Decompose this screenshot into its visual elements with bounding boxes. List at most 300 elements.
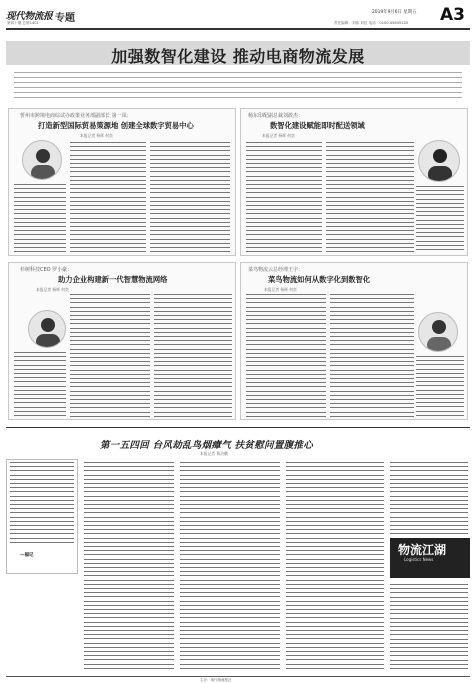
text-line	[14, 352, 66, 354]
text-line	[180, 617, 280, 619]
text-line	[84, 462, 174, 464]
text-line	[154, 323, 232, 325]
text-line	[246, 251, 322, 253]
text-line	[14, 251, 66, 253]
text-line	[10, 538, 74, 540]
section-tag: 专题	[55, 13, 75, 24]
text-line	[84, 525, 174, 527]
text-line	[150, 226, 230, 228]
text-line	[330, 403, 414, 405]
text-line	[330, 361, 414, 363]
text-line	[14, 209, 66, 211]
text-line	[246, 239, 322, 241]
text-line	[10, 483, 74, 485]
text-line	[180, 487, 280, 489]
text-line	[84, 487, 174, 489]
text-line	[10, 487, 74, 489]
text-line	[246, 391, 326, 393]
text-line	[150, 142, 230, 144]
text-line	[154, 403, 232, 405]
text-line	[286, 517, 384, 519]
text-line	[390, 588, 468, 590]
text-line	[416, 211, 464, 213]
text-line	[246, 311, 326, 313]
text-line	[180, 504, 280, 506]
text-line	[180, 575, 280, 577]
text-line	[154, 399, 232, 401]
text-line	[10, 529, 74, 531]
text-line	[10, 533, 74, 535]
text-line	[390, 491, 468, 493]
text-line	[150, 230, 230, 232]
text-line	[330, 416, 414, 418]
text-line	[70, 328, 150, 330]
text-line	[286, 508, 384, 510]
text-line	[180, 546, 280, 548]
text-line	[84, 634, 174, 636]
text-line	[390, 496, 468, 498]
text-line	[180, 584, 280, 586]
text-line	[326, 159, 414, 161]
text-line	[84, 479, 174, 481]
text-line	[84, 571, 174, 573]
text-line	[390, 584, 468, 586]
text-line	[246, 247, 322, 249]
text-line	[390, 533, 468, 535]
text-line	[330, 307, 414, 309]
person-icon	[419, 141, 460, 182]
text-line	[150, 197, 230, 199]
text-line	[416, 360, 464, 362]
text-line	[416, 249, 464, 251]
text-line	[84, 592, 174, 594]
text-line	[416, 194, 464, 196]
text-line	[180, 525, 280, 527]
portrait-photo	[28, 310, 66, 348]
text-line	[154, 332, 232, 334]
text-line	[416, 224, 464, 226]
text-line	[84, 512, 174, 514]
text-line	[70, 176, 146, 178]
text-line	[330, 311, 414, 313]
text-line	[330, 319, 414, 321]
text-line	[286, 647, 384, 649]
text-line	[70, 234, 146, 236]
text-line	[180, 521, 280, 523]
text-line	[330, 395, 414, 397]
text-line	[154, 336, 232, 338]
text-line	[390, 529, 468, 531]
text-line	[390, 622, 468, 624]
text-line	[84, 617, 174, 619]
text-line	[416, 402, 464, 404]
text-line	[84, 475, 174, 477]
text-line	[14, 197, 66, 199]
text-line	[246, 328, 326, 330]
text-line	[84, 613, 174, 615]
text-line	[246, 226, 322, 228]
text-line	[286, 584, 384, 586]
text-line	[10, 470, 74, 472]
text-line	[10, 479, 74, 481]
text-line	[84, 470, 174, 472]
text-line	[14, 365, 66, 367]
text-line	[390, 470, 468, 472]
text-line	[180, 571, 280, 573]
text-line	[246, 319, 326, 321]
text-line	[180, 668, 280, 670]
text-line	[286, 626, 384, 628]
text-line	[416, 394, 464, 396]
text-line	[246, 302, 326, 304]
text-line	[326, 171, 414, 173]
text-line	[14, 377, 66, 379]
person-icon	[419, 313, 458, 352]
text-line	[246, 374, 326, 376]
text-line	[70, 167, 146, 169]
text-line	[286, 601, 384, 603]
text-line	[84, 550, 174, 552]
text-line	[246, 197, 322, 199]
text-line	[150, 159, 230, 161]
text-line	[286, 609, 384, 611]
text-line	[286, 651, 384, 653]
text-line	[14, 398, 66, 400]
text-line	[14, 230, 66, 232]
text-line	[84, 655, 174, 657]
text-line	[180, 462, 280, 464]
text-line	[154, 416, 232, 418]
text-line	[180, 592, 280, 594]
text-line	[390, 643, 468, 645]
text-line	[330, 353, 414, 355]
text-line	[84, 588, 174, 590]
text-line	[330, 349, 414, 351]
text-line	[390, 462, 468, 464]
text-line	[246, 176, 322, 178]
text-line	[390, 605, 468, 607]
text-line	[416, 377, 464, 379]
text-line	[84, 601, 174, 603]
text-line	[286, 588, 384, 590]
text-line	[330, 357, 414, 359]
text-line	[390, 483, 468, 485]
text-line	[326, 192, 414, 194]
text-line	[246, 146, 322, 148]
text-line	[326, 234, 414, 236]
text-line	[70, 336, 150, 338]
text-line	[246, 370, 326, 372]
text-line	[246, 357, 326, 359]
text-line	[70, 323, 150, 325]
text-line	[390, 521, 468, 523]
text-line	[70, 180, 146, 182]
text-line	[10, 542, 74, 544]
text-line	[246, 150, 322, 152]
text-line	[246, 412, 326, 414]
text-line	[14, 360, 66, 362]
text-line	[180, 542, 280, 544]
text-line	[416, 356, 464, 358]
text-line	[326, 218, 414, 220]
text-line	[330, 370, 414, 372]
text-line	[390, 660, 468, 662]
text-line	[246, 205, 322, 207]
text-line	[70, 353, 150, 355]
text-line	[14, 72, 462, 74]
text-line	[84, 647, 174, 649]
text-line	[84, 538, 174, 540]
text-line	[14, 247, 66, 249]
text-line	[180, 554, 280, 556]
text-line	[390, 500, 468, 502]
text-line	[150, 171, 230, 173]
text-line	[180, 638, 280, 640]
text-line	[84, 508, 174, 510]
text-line	[10, 517, 74, 519]
text-line	[246, 298, 326, 300]
text-line	[180, 508, 280, 510]
text-line	[330, 323, 414, 325]
text-line	[180, 533, 280, 535]
text-line	[330, 378, 414, 380]
serial-byline: 本报记者 曹治鹏	[200, 451, 228, 456]
text-line	[416, 199, 464, 201]
text-line	[416, 390, 464, 392]
text-line	[14, 373, 66, 375]
text-line	[84, 483, 174, 485]
text-line	[70, 298, 150, 300]
text-line	[286, 571, 384, 573]
text-line	[286, 638, 384, 640]
article-title: 打造新型国际贸易策源地 创建全球数字贸易中心	[38, 121, 194, 130]
text-line	[84, 630, 174, 632]
text-line	[70, 205, 146, 207]
text-line	[390, 609, 468, 611]
text-line	[286, 659, 384, 661]
text-line	[154, 374, 232, 376]
text-line	[70, 222, 146, 224]
text-line	[246, 365, 326, 367]
text-line	[154, 407, 232, 409]
text-line	[154, 315, 232, 317]
text-line	[150, 163, 230, 165]
text-line	[326, 226, 414, 228]
text-line	[180, 475, 280, 477]
text-line	[180, 626, 280, 628]
text-line	[180, 659, 280, 661]
text-line	[180, 538, 280, 540]
text-line	[84, 580, 174, 582]
text-line	[14, 201, 66, 203]
text-line	[14, 411, 66, 413]
text-line	[286, 643, 384, 645]
text-line	[70, 378, 150, 380]
text-line	[326, 167, 414, 169]
text-line	[84, 668, 174, 670]
text-line	[70, 370, 150, 372]
text-line	[154, 349, 232, 351]
text-line	[150, 209, 230, 211]
text-line	[286, 521, 384, 523]
text-line	[416, 245, 464, 247]
text-line	[150, 251, 230, 253]
text-line	[286, 622, 384, 624]
section-divider	[6, 427, 470, 428]
text-line	[246, 349, 326, 351]
text-line	[150, 180, 230, 182]
text-line	[14, 381, 66, 383]
text-line	[246, 230, 322, 232]
text-line	[14, 222, 66, 224]
text-line	[84, 567, 174, 569]
text-line	[70, 349, 150, 351]
text-line	[150, 222, 230, 224]
text-line	[70, 340, 150, 342]
text-line	[330, 386, 414, 388]
text-line	[84, 622, 174, 624]
text-line	[84, 504, 174, 506]
text-line	[246, 344, 326, 346]
text-line	[180, 496, 280, 498]
text-line	[286, 504, 384, 506]
text-line	[246, 142, 322, 144]
text-line	[286, 554, 384, 556]
text-line	[330, 412, 414, 414]
text-line	[326, 188, 414, 190]
text-line	[70, 243, 146, 245]
text-line	[286, 613, 384, 615]
text-line	[286, 512, 384, 514]
text-line	[14, 239, 66, 241]
text-line	[180, 630, 280, 632]
text-line	[390, 525, 468, 527]
text-line	[246, 361, 326, 363]
text-line	[326, 209, 414, 211]
page-title: 加强数智化建设 推动电商物流发展	[111, 47, 365, 66]
text-line	[286, 655, 384, 657]
text-line	[416, 190, 464, 192]
text-line	[330, 382, 414, 384]
text-line	[330, 407, 414, 409]
text-line	[10, 504, 74, 506]
text-line	[70, 315, 150, 317]
text-line	[10, 475, 74, 477]
text-line	[246, 155, 322, 157]
text-line	[14, 87, 462, 89]
text-line	[14, 77, 462, 79]
text-line	[150, 243, 230, 245]
text-line	[180, 601, 280, 603]
text-line	[10, 521, 74, 523]
text-line	[70, 344, 150, 346]
text-line	[416, 369, 464, 371]
text-line	[70, 150, 146, 152]
text-line	[70, 209, 146, 211]
text-line	[70, 294, 150, 296]
text-line	[180, 609, 280, 611]
text-line	[416, 411, 464, 413]
text-line	[180, 529, 280, 531]
text-line	[180, 647, 280, 649]
text-line	[330, 315, 414, 317]
text-line	[246, 378, 326, 380]
serial-title: 第一五四回 台风劫乱鸟烟瘴气 扶贫慰问置腹推心	[100, 440, 314, 451]
text-line	[84, 651, 174, 653]
text-line	[70, 391, 150, 393]
text-line	[70, 171, 146, 173]
text-line	[70, 230, 146, 232]
text-line	[286, 575, 384, 577]
text-line	[84, 643, 174, 645]
article-kicker: 杉树科技CEO 罗小豪：	[20, 267, 73, 273]
masthead-logo: 现代物流报	[6, 11, 53, 22]
text-line	[326, 163, 414, 165]
article-byline: 本报记者 杨晖 何奕	[264, 287, 297, 292]
text-line	[14, 386, 66, 388]
text-line	[70, 382, 150, 384]
text-line	[70, 159, 146, 161]
text-line	[84, 533, 174, 535]
text-line	[390, 487, 468, 489]
text-line	[416, 373, 464, 375]
text-line	[70, 197, 146, 199]
footer-rule	[6, 676, 470, 677]
text-line	[70, 307, 150, 309]
text-line	[180, 479, 280, 481]
text-line	[14, 92, 462, 94]
article-byline: 本报记者 杨晖 何奕	[262, 133, 295, 138]
text-line	[150, 247, 230, 249]
text-line	[246, 213, 322, 215]
text-line	[390, 647, 468, 649]
masthead-rule	[6, 28, 470, 30]
column-logo: 物流江湖	[398, 543, 447, 557]
text-line	[330, 328, 414, 330]
text-line	[84, 626, 174, 628]
issue-number: 第四十期 总第1401	[7, 21, 39, 25]
text-line	[390, 655, 468, 657]
text-line	[180, 470, 280, 472]
text-line	[326, 184, 414, 186]
text-line	[246, 315, 326, 317]
text-line	[330, 332, 414, 334]
text-line	[326, 180, 414, 182]
text-line	[180, 491, 280, 493]
text-line	[246, 222, 322, 224]
article-title: 菜鸟物流如何从数字化到数智化	[268, 275, 371, 284]
article-kicker: 菜鸟物流云总经理王宇：	[248, 267, 304, 273]
text-line	[326, 201, 414, 203]
text-line	[286, 580, 384, 582]
staff-line: 责任编辑：刘伟 刘佳 电话：0100-45645120	[334, 21, 409, 25]
text-line	[70, 407, 150, 409]
text-line	[246, 192, 322, 194]
text-line	[150, 176, 230, 178]
text-line	[246, 159, 322, 161]
text-line	[84, 563, 174, 565]
text-line	[286, 462, 384, 464]
text-line	[286, 470, 384, 472]
text-line	[70, 302, 150, 304]
text-line	[154, 294, 232, 296]
text-line	[180, 655, 280, 657]
text-line	[330, 336, 414, 338]
sidebar-signature: —福记	[20, 553, 34, 558]
text-line	[154, 340, 232, 342]
text-line	[70, 395, 150, 397]
text-line	[154, 344, 232, 346]
